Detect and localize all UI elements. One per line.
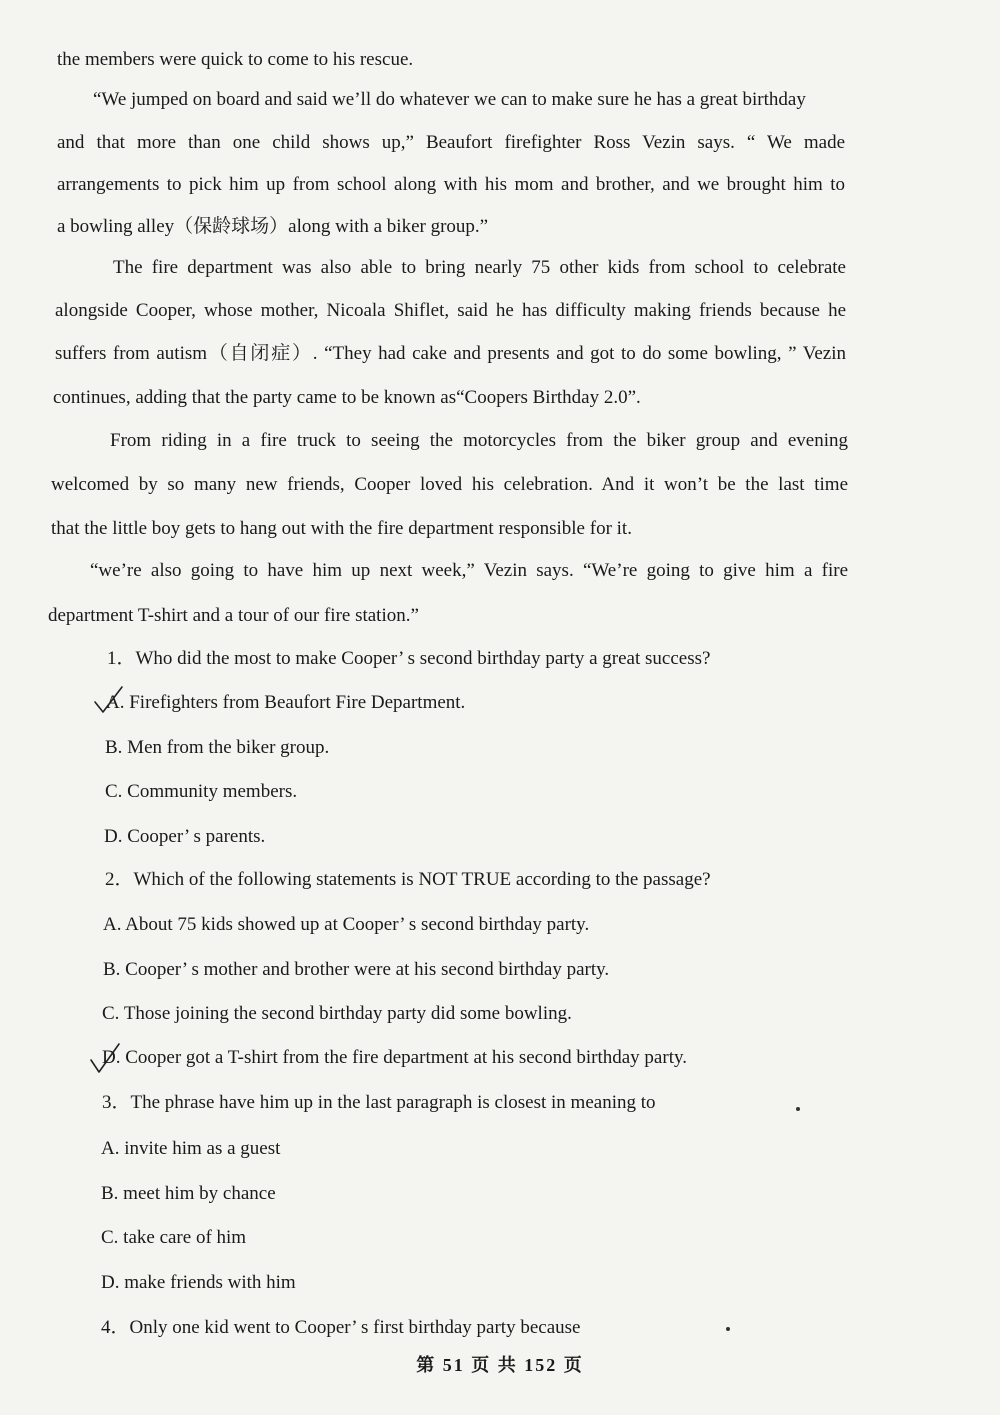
check-mark-icon: [88, 1040, 122, 1074]
option-line: C. Community members.: [105, 781, 298, 802]
passage-line: From riding in a fire truck to seeing the motorcycles from the biker group and evening: [110, 430, 848, 451]
passage-line: arrangements to pick him up from school along with his mom and brother, and we brought him to: [57, 174, 845, 195]
option-line: D. make friends with him: [101, 1272, 296, 1293]
blank-dot: [726, 1327, 730, 1331]
blank-dot: [796, 1107, 800, 1111]
passage-line: suffers from autism（自闭症）. “They had cake and presents and got to do some bowling, ” Vezin: [55, 343, 846, 364]
option-line: C. take care of him: [101, 1227, 247, 1248]
passage-line: “we’re also going to have him up next week,” Vezin says. “We’re going to give him a fire: [90, 560, 848, 581]
page-number: 第 51 页 共 152 页: [416, 1355, 584, 1375]
passage-line: that the little boy gets to hang out with the fire department responsible for it.: [51, 518, 632, 539]
option-line: B. meet him by chance: [101, 1183, 276, 1204]
question-stem: 1．Who did the most to make Cooper’ s second birthday party a great success?: [107, 648, 711, 669]
option-line: A. About 75 kids showed up at Cooper’ s second birthday party.: [103, 914, 590, 935]
option-line: B. Men from the biker group.: [105, 737, 330, 758]
passage-line: a bowling alley（保龄球场）along with a biker group.”: [57, 216, 489, 237]
question-stem: 2．Which of the following statements is NOT TRUE according to the passage?: [105, 869, 711, 890]
option-line: D. Cooper’ s parents.: [104, 826, 266, 847]
passage-line: department T-shirt and a tour of our fire station.”: [48, 605, 419, 626]
question-stem: 4．Only one kid went to Cooper’ s first birthday party because: [101, 1317, 581, 1338]
option-line: D. Cooper got a T-shirt from the fire department at his second birthday party.: [102, 1047, 687, 1068]
passage-line: The fire department was also able to bring nearly 75 other kids from school to celebrate: [113, 257, 846, 278]
option-line: A. invite him as a guest: [101, 1138, 281, 1159]
passage-line: alongside Cooper, whose mother, Nicoala Shiflet, said he has difficulty making friends because he: [55, 300, 846, 321]
option-line: C. Those joining the second birthday party did some bowling.: [102, 1003, 572, 1024]
passage-line: the members were quick to come to his rescue.: [57, 49, 414, 70]
question-stem: 3．The phrase have him up in the last paragraph is closest in meaning to: [102, 1092, 656, 1113]
option-line: A. Firefighters from Beaufort Fire Department.: [106, 692, 466, 713]
passage-line: “We jumped on board and said we’ll do whatever we can to make sure he has a great birthday: [93, 89, 806, 110]
passage-line: and that more than one child shows up,” Beaufort firefighter Ross Vezin says. “ We made: [57, 132, 845, 153]
passage-line: welcomed by so many new friends, Cooper loved his celebration. And it won’t be the last time: [51, 474, 848, 495]
check-mark-icon: [92, 684, 126, 718]
passage-line: continues, adding that the party came to be known as“Coopers Birthday 2.0”.: [53, 387, 641, 408]
option-line: B. Cooper’ s mother and brother were at his second birthday party.: [103, 959, 610, 980]
